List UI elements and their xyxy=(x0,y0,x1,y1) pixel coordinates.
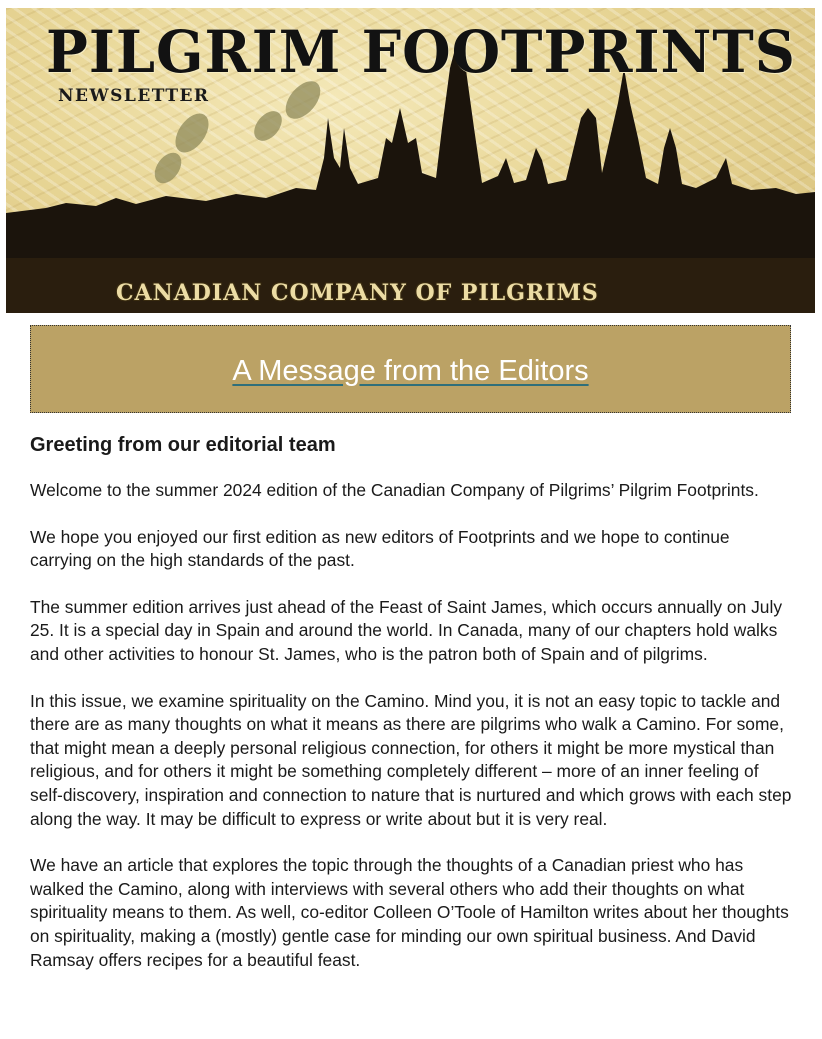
article-paragraph: We hope you enjoyed our first edition as new editors of Footprints and we hope to continue carrying on the high standards of the past. xyxy=(30,526,730,571)
article-body xyxy=(30,434,792,995)
article-heading: Greeting from our editorial team xyxy=(30,434,336,456)
newsletter-banner xyxy=(6,8,815,313)
article-paragraph: Welcome to the summer 2024 edition of the Canadian Company of Pilgrims’ Pilgrim Footprints. xyxy=(30,480,759,500)
newsletter-title: PILGRIM FOOTPRINTS xyxy=(46,18,796,86)
article-paragraph: The summer edition arrives just ahead of the Feast of Saint James, which occurs annually on July 25. It is a special day in Spain and around the world. In Canada, many of our chapters hold walks and other activities to honour St. James, who is the patron both of Spain and of pilgrims. xyxy=(30,596,783,664)
organization-name: CANADIAN COMPANY OF PILGRIMS xyxy=(116,280,599,306)
newsletter-subtitle: NEWSLETTER xyxy=(58,86,210,106)
article-paragraph: In this issue, we examine spirituality on the Camino. Mind you, it is not an easy topic to tackle and there are as many thoughts on what it means as there are pilgrims who walk a Camino. For some, that might mean a deeply personal religious connection, for others it might be more mystical than religious, and for others it might be something completely different – more of an inner feeling of self-discovery, inspiration and connection to nature that is nurtured and which grows with each step along the way. It may be difficult to express or write about but it is very real. xyxy=(30,690,792,829)
editors-message-link[interactable]: A Message from the Editors xyxy=(232,354,589,387)
editors-message-box xyxy=(30,325,791,413)
article-paragraph: We have an article that explores the topic through the thoughts of a Canadian priest who has walked the Camino, along with interviews with several others who add their thoughts on what spirituality means to them. As well, co-editor Colleen O’Toole of Hamilton writes about her thoughts on spirituality, making a (mostly) gentle case for minding our own spiritual business. And David Ramsay offers recipes for a beautiful feast. xyxy=(30,855,789,970)
